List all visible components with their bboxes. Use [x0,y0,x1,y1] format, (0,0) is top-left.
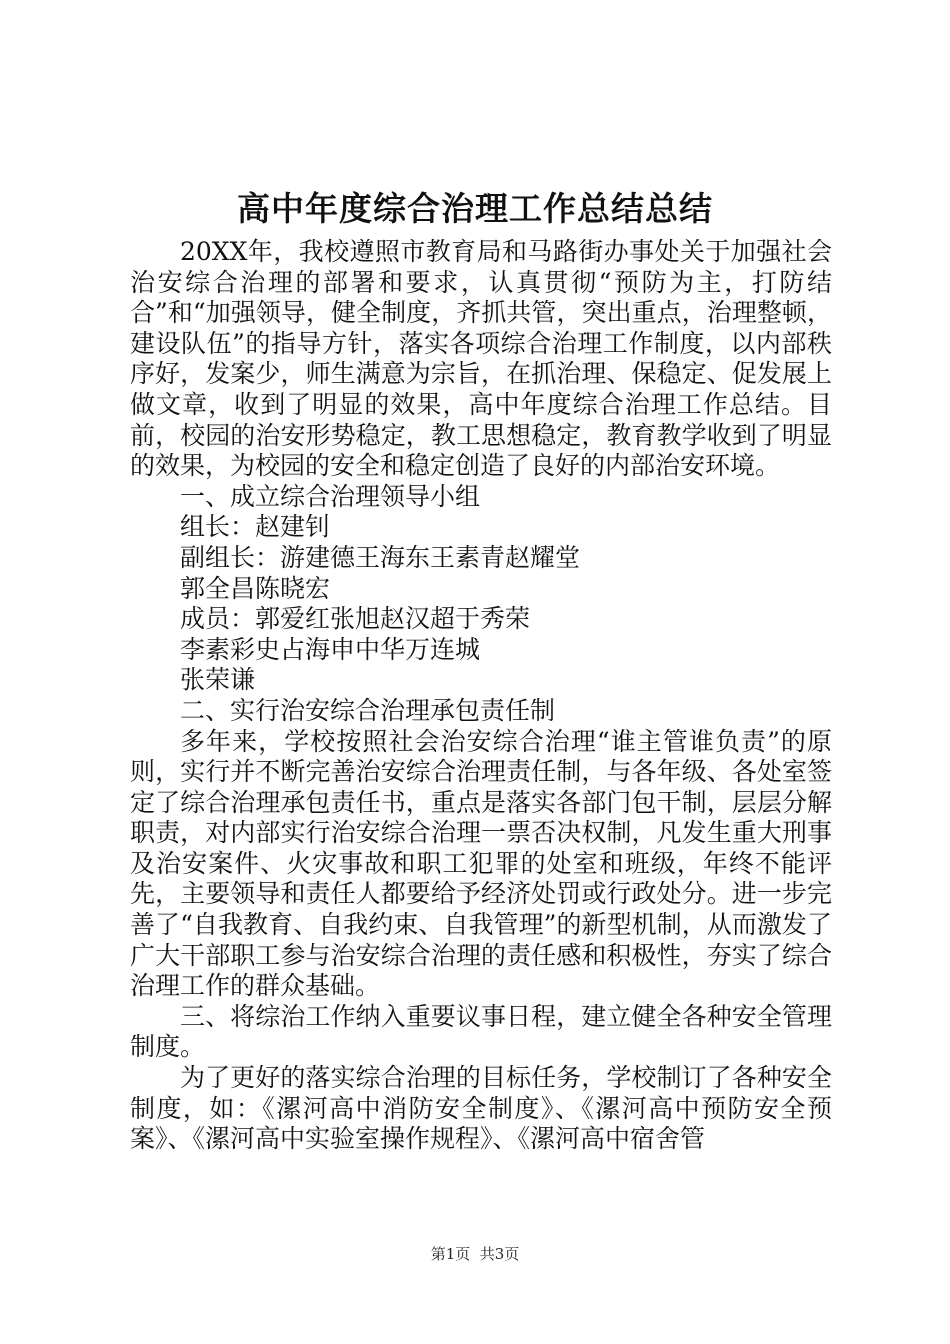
page-footer [0,1244,950,1264]
responsibility-paragraph: 多年来，学校按照社会治安综合治理“谁主管谁负责”的原则，实行并不断完善治安综合治理责任制，与各年级、各处室签定了综合治理承包责任书，重点是落实各部门包干制，层层分解职责，对内部实行治安综合治理一票否决权制，凡发生重大刑事及治安案件、火灾事故和职工犯罪的处室和班级，年终不能评先，主要领导和责任人都要给予经济处罚或行政处分。进一步完善了“自我教育、自我约束、自我管理”的新型机制，从而激发了广大干部职工参与治安综合治理的责任感和积极性，夯实了综合治理工作的群众基础。 [130,726,832,1001]
document-title: 高中年度综合治理工作总结总结 [237,189,713,228]
intro-paragraph: 20XX年，我校遵照市教育局和马路街办事处关于加强社会治安综合治理的部署和要求，认真贯彻“预防为主，打防结合”和“加强领导，健全制度，齐抓共管，突出重点，治理整顿，建设队伍”的指导方针，落实各项综合治理工作制度，以内部秩序好，发案少，师生满意为宗旨，在抓治理、保稳定、促发展上做文章，收到了明显的效果，高中年度综合治理工作总结。目前，校园的治安形势稳定，教工思想稳定，教育教学收到了明显的效果，为校园的安全和稳定创造了良好的内部治安环境。 [130,237,832,481]
section-heading-2: 二、实行治安综合治理承包责任制 [180,695,556,725]
section-heading-1: 一、成立综合治理领导小组 [180,481,481,511]
deputy-leaders-line: 副组长：游建德王海东王素青赵耀堂 [180,542,581,572]
page-number: 第1页 共3页 [430,1245,520,1263]
section-heading-3: 三、将综治工作纳入重要议事日程，建立健全各种安全管理制度。 [130,1001,832,1062]
members-continued-line: 李素彩史占海申中华万连城 [180,634,481,664]
safety-rules-paragraph: 为了更好的落实综合治理的目标任务，学校制订了各种安全制度，如：《漯河高中消防安全制度》、《漯河高中预防安全预案》、《漯河高中实验室操作规程》、《漯河高中宿舍管 [130,1063,832,1154]
members-last-line: 张荣谦 [180,665,256,695]
group-leader-line: 组长：赵建钊 [180,512,331,542]
members-line: 成员：郭爱红张旭赵汉超于秀荣 [180,604,531,634]
document-body [130,237,832,1155]
deputy-leaders-continued-line: 郭全昌陈晓宏 [180,573,331,603]
